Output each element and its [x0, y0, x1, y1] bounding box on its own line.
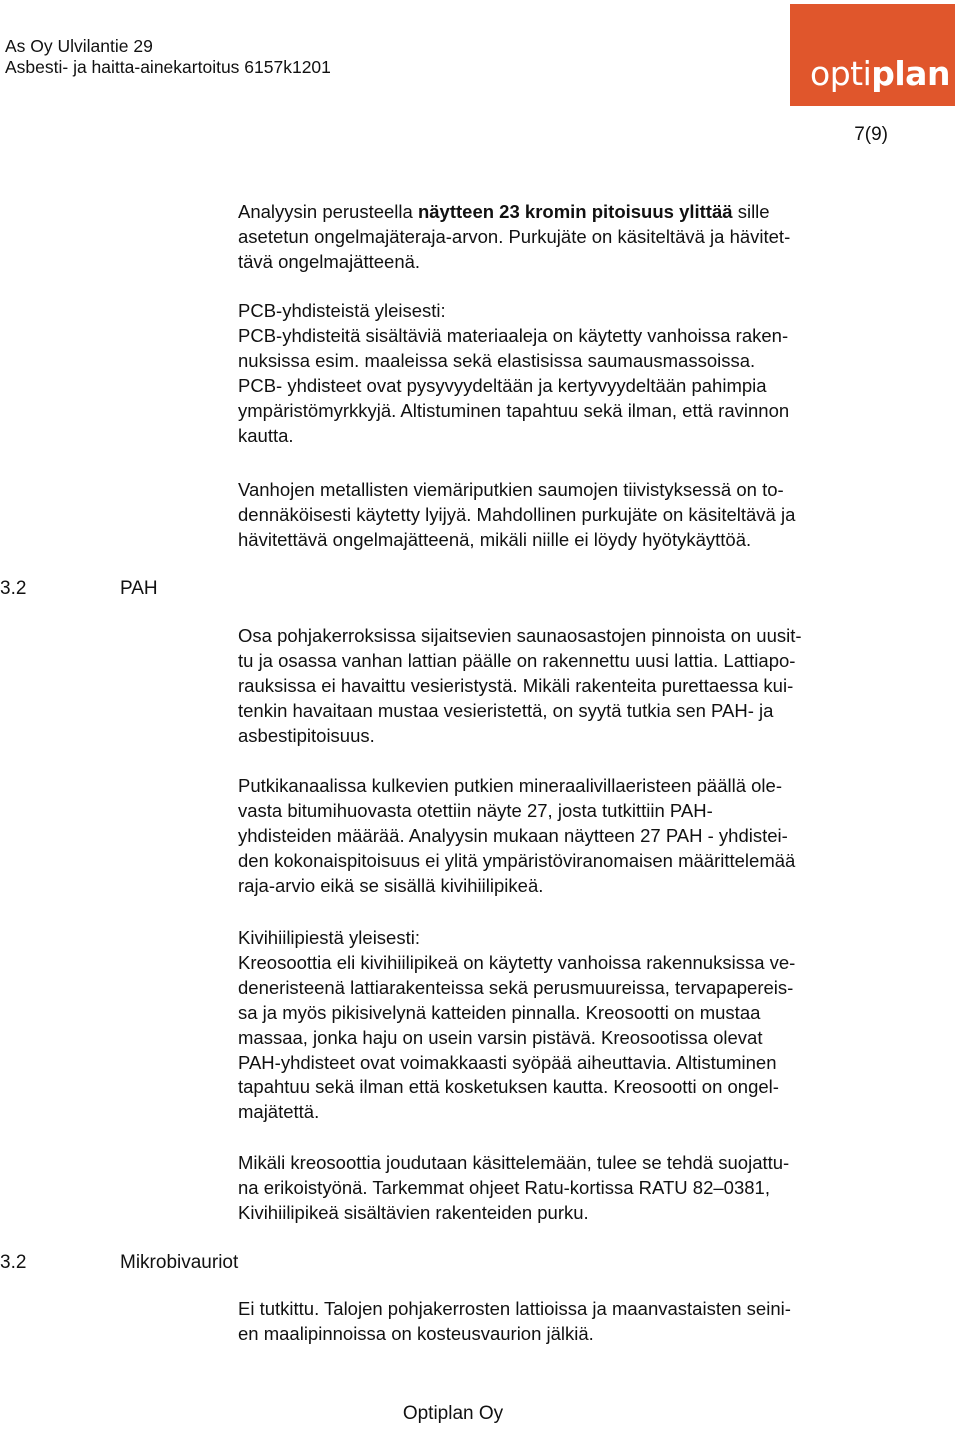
text-segment: na erikoistyönä. Tarkemmat ohjeet Ratu-kortissa RATU 82–0381, — [238, 1176, 770, 1198]
text-segment: Analyysin perusteella — [238, 201, 418, 222]
text-segment: deneristeenä lattiarakenteissa sekä perusmuureissa, tervapapereis- — [238, 976, 794, 998]
text-line — [238, 200, 913, 225]
text-segment: tävä ongelmajätteenä. — [238, 250, 421, 272]
optiplan-logo — [790, 4, 955, 106]
paragraph — [238, 200, 913, 275]
paragraph — [238, 926, 913, 1125]
text-line — [238, 1026, 913, 1051]
text-segment: tu ja osassa vanhan lattian päälle on rakennettu uusi lattia. Lattiapo- — [238, 649, 796, 671]
paragraph — [238, 1151, 913, 1226]
text-segment: rauksissa ei havaittu vesieristystä. Mikäli rakenteita purettaessa kui- — [238, 674, 794, 696]
text-line — [238, 774, 913, 799]
section-title: PAH — [120, 578, 158, 599]
text-line — [238, 374, 913, 399]
text-line — [238, 699, 913, 724]
section-number: 3.2 — [0, 578, 27, 599]
text-line — [238, 503, 913, 528]
text-line — [238, 649, 913, 674]
text-segment: sa ja myös pikisivelynä katteiden pinnalla. Kreosootti on mustaa — [238, 1001, 761, 1023]
text-segment: yhdisteiden määrää. Analyysin mukaan näytteen 27 PAH - yhdistei- — [238, 824, 788, 846]
text-segment: Putkikanaalissa kulkevien putkien mineraalivillaeristeen päällä ole- — [238, 775, 782, 796]
text-line — [238, 528, 913, 553]
text-segment: PCB- yhdisteet ovat pysyvyydeltään ja kertyvyydeltään pahimpia — [238, 374, 767, 396]
header-company: As Oy Ulvilantie 29 — [5, 36, 153, 56]
text-line — [238, 824, 913, 849]
text-line — [238, 951, 913, 976]
text-segment: dennäköisesti käytetty lyijyä. Mahdollinen purkujäte on käsiteltävä ja — [238, 503, 796, 525]
text-segment: Kivihiilipikeä sisältävien rakenteiden purku. — [238, 1201, 589, 1223]
text-segment: hävitettävä ongelmajätteenä, mikäli niille ei löydy hyötykäyttöä. — [238, 528, 752, 550]
text-segment: PCB-yhdisteistä yleisesti: — [238, 300, 446, 321]
text-segment: Mikäli kreosoottia joudutaan käsittelemään, tulee se tehdä suojattu- — [238, 1152, 790, 1173]
paragraph — [238, 1297, 913, 1347]
text-line — [238, 424, 913, 449]
text-line — [238, 976, 913, 1001]
text-segment: majätettä. — [238, 1101, 320, 1123]
text-line — [238, 1322, 913, 1347]
header-report-title: Asbesti- ja haitta-ainekartoitus 6157k1201 — [5, 57, 331, 77]
text-segment: kautta. — [238, 424, 294, 446]
text-line — [238, 1075, 913, 1100]
text-segment: asetetun ongelmajäteraja-arvon. Purkujäte on käsiteltävä ja hävitet- — [238, 225, 791, 247]
section-title: Mikrobivauriot — [120, 1252, 239, 1273]
text-segment: PCB-yhdisteitä sisältäviä materiaaleja on käytetty vanhoissa raken- — [238, 324, 789, 346]
text-segment: den kokonaispitoisuus ei ylitä ympäristöviranomaisen määrittelemää — [238, 849, 796, 871]
text-segment: Kreosoottia eli kivihiilipikeä on käytetty vanhoissa rakennuksissa ve- — [238, 951, 796, 973]
page-number: 7(9) — [854, 124, 888, 145]
text-line — [238, 849, 913, 874]
text-segment: raja-arvio eikä se sisällä kivihiilipikeä. — [238, 874, 544, 896]
section-number: 3.2 — [0, 1252, 27, 1273]
text-segment: tapahtuu sekä ilman että kosketuksen kautta. Kreosootti on ongel- — [238, 1076, 779, 1098]
logo-text-light: opti — [810, 54, 872, 93]
text-line — [238, 724, 913, 749]
footer-company: Optiplan Oy — [402, 1403, 504, 1424]
paragraph — [238, 774, 913, 899]
text-line — [238, 349, 913, 374]
text-line — [238, 299, 913, 324]
text-line — [238, 250, 913, 275]
paragraph — [238, 478, 913, 553]
text-line — [238, 926, 913, 951]
text-line — [238, 799, 913, 824]
text-line — [238, 1001, 913, 1026]
text-segment: Kivihiilipiestä yleisesti: — [238, 927, 420, 948]
text-line — [238, 478, 913, 503]
text-line — [238, 1176, 913, 1201]
text-segment: Osa pohjakerroksissa sijaitsevien saunaosastojen pinnoista on uusit- — [238, 625, 802, 646]
text-line — [238, 225, 913, 250]
text-line — [238, 399, 913, 424]
logo-text-bold: plan — [871, 54, 950, 93]
text-segment: ympäristömyrkkyjä. Altistuminen tapahtuu sekä ilman, että ravinnon — [238, 399, 790, 421]
text-line — [238, 674, 913, 699]
text-segment: vasta bitumihuovasta otettiin näyte 27, josta tutkittiin PAH- — [238, 799, 713, 821]
paragraph — [238, 299, 913, 448]
text-line — [238, 1100, 913, 1125]
bold-text: näytteen 23 kromin pitoisuus ylittää — [417, 201, 733, 222]
text-line — [238, 1201, 913, 1226]
text-line — [238, 1297, 913, 1322]
text-segment: Vanhojen metallisten viemäriputkien saumojen tiivistyksessä on to- — [238, 479, 784, 500]
text-segment: tenkin havaitaan mustaa vesieristettä, on syytä tutkia sen PAH- ja — [238, 699, 774, 721]
text-line — [238, 1151, 913, 1176]
text-segment: Ei tutkittu. Talojen pohjakerrosten lattioissa ja maanvastaisten seini- — [238, 1298, 791, 1319]
text-line — [238, 874, 913, 899]
paragraph — [238, 624, 913, 749]
text-segment: nuksissa esim. maaleissa sekä elastisissa saumausmassoissa. — [238, 349, 756, 371]
text-line — [238, 324, 913, 349]
text-segment: PAH-yhdisteet ovat voimakkaasti syöpää aiheuttavia. Altistuminen — [238, 1051, 777, 1073]
text-line — [238, 624, 913, 649]
text-segment: massaa, jonka haju on usein varsin pistävä. Kreosootissa olevat — [238, 1026, 763, 1048]
text-line — [238, 1051, 913, 1076]
text-segment: asbestipitoisuus. — [238, 724, 375, 746]
text-segment: en maalipinnoissa on kosteusvaurion jälkiä. — [238, 1322, 594, 1344]
text-segment: sille — [732, 201, 770, 222]
document-header — [5, 36, 331, 78]
